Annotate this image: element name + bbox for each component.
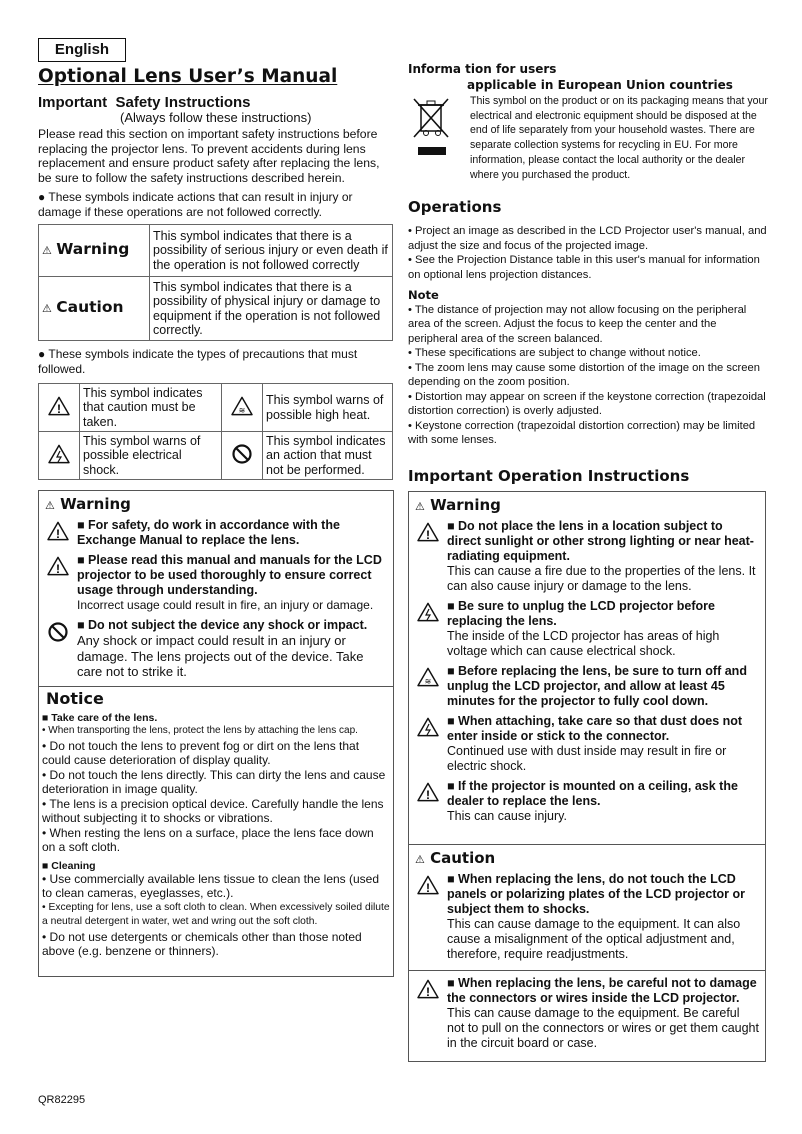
high-heat-icon [415, 664, 441, 709]
operations-list [408, 224, 768, 448]
notice-item: • Excepting for lens, use a soft cloth to clean. When excessively soiled dilute a neutral detergent in water, wet and wring out the soft cloth. [42, 901, 390, 927]
prohibited-icon [45, 618, 71, 680]
warning-item-text: Any shock or impact could result in an injury or damage. The lens projects out of the device. Take care not to strike it. [77, 633, 364, 679]
warning-item: ! ■ If the projector is mounted on a ceiling, ask the dealer to replace the lens. This can cause injury. [415, 779, 759, 824]
caution-icon: ⚠ [42, 302, 52, 316]
cleaning-heading: ■ Cleaning [42, 859, 96, 872]
caution-triangle-icon [415, 976, 441, 1051]
warning-item-title: ■ Do not subject the device any shock or impact. [77, 618, 368, 632]
symbol-description: This symbol indicates that caution must be taken. [80, 384, 222, 432]
svg-text:!: ! [56, 562, 60, 576]
eu-text: This symbol on the product or on its packaging means that your electrical and electronic equipment should be disposed at the end of life separately from your household wastes. There are separate collection systems for recycling in EU. For more information, please contact the local authority or the dealer where you purchased the product. [470, 95, 768, 181]
warning-description: This symbol indicates that there is a possibility of serious injury or even death if the operation is not followed correctly [150, 225, 393, 277]
caution-item: ! ■ When replacing the lens, be careful not to damage the connectors or wires inside the LCD projector. This can cause damage to the equipment. Be careful not to pull on the connectors or wires or get them caught in the circuit board or case. [415, 976, 759, 1051]
notice-item: • When transporting the lens, protect the lens by attaching the lens cap. [42, 725, 358, 736]
svg-text:!: ! [426, 528, 430, 542]
notice-item: • Do not touch the lens directly. This can dirty the lens and cause deterioration in image quality. [42, 767, 386, 796]
note-item: • The distance of projection may not allow focusing on the peripheral area of the screen. Adjust the focus to keep the center and the peripheral area of the screen balanced. [408, 303, 747, 345]
warning-item: ■ Be sure to unplug the LCD projector before replacing the lens. The inside of the LCD projector has areas of high voltage which can cause electrical shock. [415, 599, 759, 659]
right-caution-heading: ⚠ Caution [415, 849, 496, 867]
electric-shock-icon [39, 432, 80, 480]
language-label: English [38, 38, 126, 62]
document-code: QR82295 [38, 1094, 86, 1106]
warning-label: ⚠ Warning [39, 225, 150, 277]
caution-description: This symbol indicates that there is a possibility of physical injury or damage to equipment if the operation is not followed correctly. [150, 277, 393, 341]
note-heading: Note [408, 288, 439, 302]
operation-instructions-heading: Important Operation Instructions [408, 467, 690, 485]
warning-item [45, 553, 385, 613]
notice-heading: Notice [46, 689, 104, 708]
note-item: • These specifications are subject to change without notice. [408, 347, 701, 359]
note-item: • The zoom lens may cause some distortion of the image on the screen depending on the zoom position. [408, 361, 760, 388]
lens-care-heading: ■ Take care of the lens. [42, 712, 158, 724]
notice-section [39, 687, 393, 959]
note-item: • Distortion may appear on screen if the keystone correction (trapezoidal distortion correction) is overly adjusted. [408, 390, 766, 417]
warning-notice-box [38, 490, 394, 977]
electric-shock-icon [415, 714, 441, 774]
caution-triangle-icon [45, 553, 71, 613]
prohibited-icon [222, 432, 263, 480]
electric-shock-icon [415, 599, 441, 659]
eu-heading: Informa tion for users [408, 62, 557, 76]
note-item: • Keystone correction (trapezoidal distortion correction) may be limited with some lenses. [408, 419, 756, 446]
symbols-note: ● These symbols indicate actions that can result in injury or damage if these operations are not followed correctly. [38, 190, 353, 219]
svg-text:!: ! [426, 881, 430, 895]
warning-item-title: ■ Please read this manual and manuals for the LCD projector to be used thoroughly to ensure correct usage through understanding. [77, 553, 382, 597]
warning-item [45, 518, 385, 548]
caution-triangle-icon [415, 519, 441, 594]
operations-item: • See the Projection Distance table in this user's manual for information on optional lens projection distances. [408, 254, 760, 281]
symbols-table [38, 383, 393, 480]
caution-triangle-icon [39, 384, 80, 432]
safety-intro: Please read this section on important safety instructions before replacing the projector lens. To prevent accidents during lens replacement and ensure product safety after replacing the lens, be sure to follow the safety instructions described herein. [38, 127, 380, 185]
svg-text:≋: ≋ [238, 405, 246, 415]
safety-subheading: (Always follow these instructions) [120, 110, 312, 125]
warning-item-title: ■ For safety, do work in accordance with the Exchange Manual to replace the lens. [77, 518, 340, 547]
right-warning-section [409, 492, 765, 845]
notice-item: • Do not touch the lens to prevent fog or dirt on the lens that could cause deterioration of display quality. [42, 738, 360, 767]
right-caution-section [409, 845, 765, 1055]
warning-item: ! ■ Do not place the lens in a location subject to direct sunlight or other strong lighting or near heat-radiating equipment. This can cause a fire due to the properties of the lens. It can also cause injury or damage to the lens. [415, 519, 759, 594]
svg-text:!: ! [426, 985, 430, 999]
notice-item: • The lens is a precision optical device. Carefully handle the lens without subjecting it to shocks or vibrations. [42, 796, 384, 825]
svg-text:≋: ≋ [424, 677, 432, 686]
high-heat-icon [222, 384, 263, 432]
caution-label: ⚠ Caution [39, 277, 150, 341]
svg-text:!: ! [426, 788, 430, 802]
svg-text:!: ! [57, 401, 61, 416]
notice-item: • Do not use detergents or chemicals other than those noted above (e.g. benzene or thinners). [42, 929, 362, 958]
left-warning-heading: ⚠ Warning [45, 495, 131, 513]
warning-level-row [39, 225, 393, 277]
caution-triangle-icon [45, 518, 71, 548]
safety-heading: Important Safety Instructions [38, 94, 251, 111]
eu-heading-sub: applicable in European Union countries [467, 78, 733, 92]
crossed-bin-icon [410, 97, 454, 162]
warning-item: ≋ ■ Before replacing the lens, be sure to turn off and unplug the LCD projector, and allow at least 45 minutes for the projector to fully cool down. [415, 664, 759, 709]
hazard-level-table [38, 224, 393, 341]
precautions-note: ● These symbols indicate the types of precautions that must followed. [38, 347, 358, 376]
warning-item: ■ When attaching, take care so that dust does not enter inside or stick to the connector. Continued use with dust inside may result in fire or electric shock. [415, 714, 759, 774]
right-warning-heading: ⚠ Warning [415, 496, 501, 514]
caution-triangle-icon [415, 872, 441, 962]
page-title: Optional Lens User’s Manual [38, 66, 338, 87]
operations-item: • Project an image as described in the LCD Projector user's manual, and adjust the size and focus of the projected image. [408, 225, 767, 252]
svg-text:!: ! [56, 527, 60, 541]
operations-heading: Operations [408, 198, 502, 216]
symbol-description: This symbol warns of possible electrical shock. [80, 432, 222, 480]
operation-instructions-box [408, 491, 766, 1062]
caution-triangle-icon [415, 779, 441, 824]
notice-item: • Use commercially available lens tissue to clean the lens (used to clean cameras, eyeglasses, etc.). [42, 871, 380, 900]
caution-level-row [39, 277, 393, 341]
symbol-description: This symbol warns of possible high heat. [263, 384, 393, 432]
warning-item-text: Incorrect usage could result in fire, an injury or damage. [77, 598, 374, 612]
caution-item: ! ■ When replacing the lens, do not touch the LCD panels or polarizing plates of the LCD projector or subject them to shocks. This can cause damage to the equipment. It can also cause a misalignment of the optical adjustment and, therefore, require readjustments. [415, 872, 759, 962]
notice-item: • When resting the lens on a surface, place the lens face down on a soft cloth. [42, 825, 374, 854]
left-warning-section [39, 491, 393, 687]
warning-icon: ⚠ [42, 244, 52, 258]
symbol-description: This symbol indicates an action that must not be performed. [263, 432, 393, 480]
warning-item [45, 618, 385, 680]
